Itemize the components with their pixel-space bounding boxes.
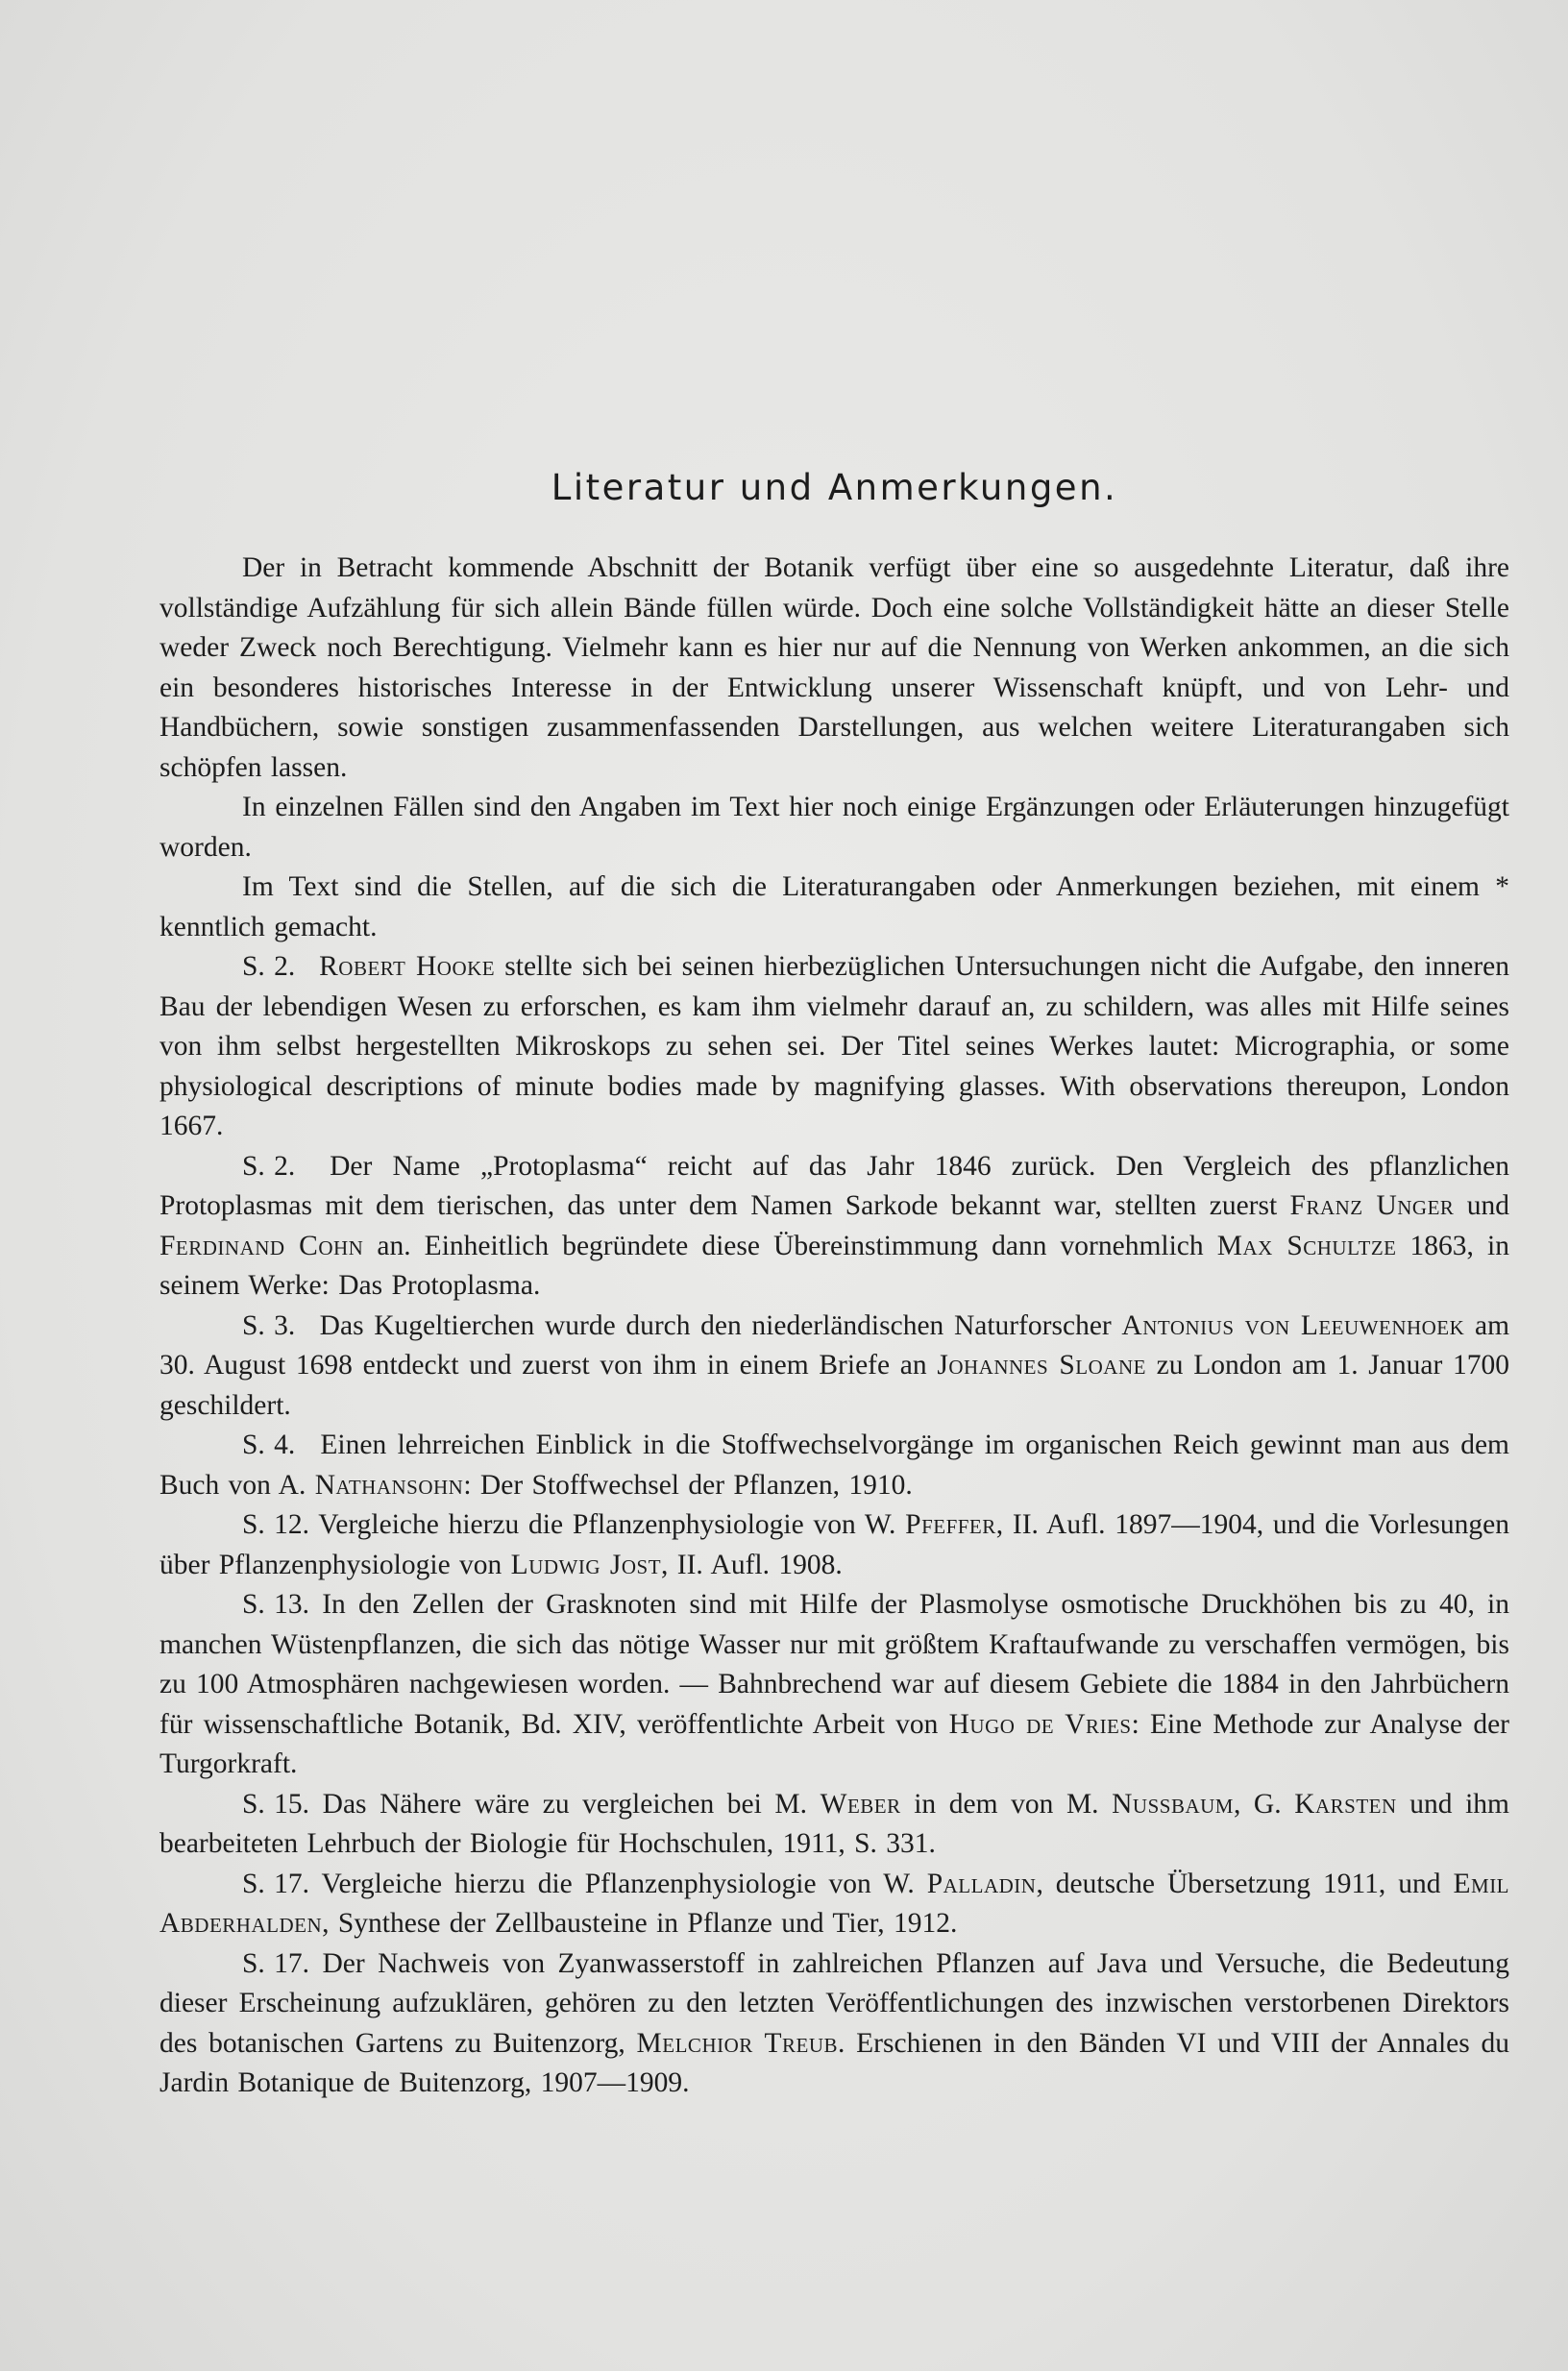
note-text: zu London am 1. Januar 1700 geschildert.: [159, 1350, 1509, 1421]
note-text: stellte sich bei seinen hierbezüglichen Untersuchungen nicht die Aufgabe, den inneren Bau der lebendigen Wesen zu erforschen, es kam ihm vielmehr darauf an, zu schildern, was alles mit Hilfe seines von ihm selbst hergestellten Mikroskops zu sehen sei. Der Titel seines Werkes lautet: Micrographia, or some physiological descriptions of minute bodies made by magnifying glasses. With observations thereupon, London 1667.: [159, 951, 1509, 1141]
intro-paragraph: Der in Betracht kommende Abschnitt der Botanik verfügt über eine so ausgedehnte Literatur, daß ihre vollständige Aufzählung für sich allein Bände füllen würde. Doch eine solche Vollständigkeit hätte an dieser Stelle weder Zweck noch Berechtigung. Vielmehr kann es hier nur auf die Nennung von Werken ankommen, an die sich ein besonderes historisches Interesse in der Entwicklung unserer Wissenschaft knüpft, und von Lehr- und Handbüchern, sowie sonstigen zusammenfassenden Darstellungen, aus welchen weitere Literaturangaben sich schöpfen lassen.: [159, 552, 1509, 783]
note-text: Vergleiche hierzu die Pflanzenphysiologie von W.: [321, 1868, 927, 1899]
author-name: Robert Hooke: [319, 951, 496, 982]
author-name: Ludwig Jost: [510, 1549, 662, 1580]
page-content: [159, 467, 1509, 2104]
note-text: : Eine Methode zur Analyse der Turgorkraft.: [159, 1708, 1509, 1779]
author-name: Johannes Sloane: [937, 1350, 1146, 1381]
author-name: Antonius von Leeuwenhoek: [1121, 1309, 1465, 1341]
author-name: Nussbaum: [1112, 1788, 1234, 1820]
note-text: an. Einheitlich begründete diese Übereinstimmung dann vornehmlich: [363, 1230, 1217, 1261]
page-reference: S. 3.: [242, 1309, 296, 1341]
author-name: Weber: [820, 1788, 901, 1820]
reference-note: [159, 1307, 1509, 1427]
note-text: , II. Aufl. 1897—1904, und die Vorlesungen über Pflanzenphysiologie von: [159, 1509, 1510, 1580]
author-name: Ferdinand Cohn: [159, 1230, 364, 1261]
reference-note: [159, 1426, 1509, 1505]
page-reference: S. 4.: [242, 1430, 296, 1460]
note-text: Der Nachweis von Zyanwasserstoff in zahlreichen Pflanzen auf Java und Versuche, die Bedeutung dieser Erscheinung aufzuklären, gehören zu den letzten Veröffentlichungen des inzwischen verstorbenen Direktors des botanischen Gartens zu Buitenzorg,: [159, 1947, 1510, 2059]
intro-paragraph: In einzelnen Fällen sind den Angaben im Text hier noch einige Ergänzungen oder Erläuterungen hinzugefügt worden.: [159, 792, 1509, 863]
note-text: Einen lehrreichen Einblick in die Stoffwechselvorgänge im organischen Reich gewinnt man aus dem Buch von A.: [159, 1430, 1509, 1501]
note-text: in dem von M.: [900, 1788, 1113, 1820]
note-text: Das Kugeltierchen wurde durch den niederländischen Naturforscher: [319, 1309, 1122, 1341]
author-name: Emil Abderhalden: [159, 1868, 1510, 1939]
reference-note: [159, 947, 1509, 1147]
reference-note: [159, 1505, 1509, 1585]
note-text: und ihm bearbeiteten Lehrbuch der Biologie für Hochschulen, 1911, S. 331.: [159, 1788, 1509, 1859]
page-reference: S. 17.: [242, 1868, 310, 1899]
intro-paragraph: Im Text sind die Stellen, auf die sich die Literaturangaben oder Anmerkungen beziehen, mit einem * kenntlich gemacht.: [159, 871, 1509, 942]
note-text: Vergleiche hierzu die Pflanzenphysiologie von W.: [318, 1509, 906, 1540]
note-text: Das Nähere wäre zu vergleichen bei M.: [322, 1788, 821, 1820]
note-text: am 30. August 1698 entdeckt und zuerst von ihm in einem Briefe an: [159, 1309, 1510, 1381]
note-text: , deutsche Übersetzung 1911, und: [1036, 1868, 1454, 1899]
author-name: Nathansohn: [314, 1469, 464, 1501]
page-heading: Literatur und Anmerkungen.: [551, 467, 1118, 508]
author-name: Max Schultze: [1216, 1230, 1397, 1261]
reference-note: [159, 1785, 1509, 1865]
page-reference: S. 15.: [242, 1788, 310, 1820]
page-reference: S. 12.: [242, 1509, 310, 1540]
reference-note: [159, 1865, 1509, 1944]
reference-note: [159, 1944, 1509, 2104]
reference-note: [159, 1585, 1509, 1785]
note-text: : Der Stoffwechsel der Pflanzen, 1910.: [463, 1469, 913, 1501]
author-name: Pfeffer: [905, 1509, 996, 1540]
author-name: Palladin: [926, 1868, 1037, 1899]
page-reference: S. 17.: [242, 1947, 310, 1979]
author-name: Karsten: [1294, 1788, 1397, 1820]
reference-note: [159, 1147, 1509, 1307]
author-name: Hugo de Vries: [948, 1708, 1132, 1740]
author-name: Franz Unger: [1289, 1190, 1455, 1221]
page-reference: S. 2.: [242, 951, 296, 982]
note-text: und: [1454, 1190, 1510, 1221]
page-reference: S. 2.: [242, 1150, 296, 1182]
author-name: Melchior Treub: [636, 2027, 839, 2059]
note-text: , Synthese der Zellbausteine in Pflanze und Tier, 1912.: [322, 1908, 958, 1939]
note-text: . Erschienen in den Bänden VI und VIII der Annales du Jardin Botanique de Buitenzorg, 1907—1909.: [159, 2027, 1510, 2098]
note-text: In den Zellen der Grasknoten sind mit Hilfe der Plasmolyse osmotische Druckhöhen bis zu 40, in manchen Wüstenpflanzen, die sich das nötige Wasser nur mit größtem Kraftaufwande zu verschaffen vermögen, bis zu 100 Atmosphären nachgewiesen worden. — Bahnbrechend war auf diesem Gebiete die 1884 in den Jahrbüchern für wissenschaftliche Botanik, Bd. XIV, veröffentlichte Arbeit von: [159, 1589, 1509, 1740]
note-text: , G.: [1233, 1788, 1295, 1820]
note-text: , II. Aufl. 1908.: [661, 1549, 843, 1580]
note-text: Der Name „Protoplasma“ reicht auf das Jahr 1846 zurück. Den Vergleich des pflanzlichen Protoplasmas mit dem tierischen, das unter dem Namen Sarkode bekannt war, stellten zuerst: [159, 1150, 1510, 1221]
note-text: 1863, in seinem Werke: Das Protoplasma.: [159, 1230, 1509, 1301]
page-reference: S. 13.: [242, 1589, 310, 1620]
